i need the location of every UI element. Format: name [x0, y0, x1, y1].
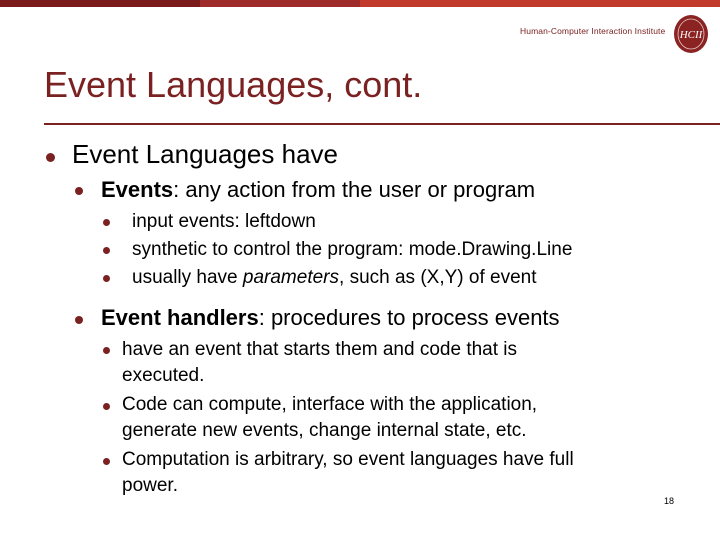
bullet-l1 — [46, 153, 55, 162]
events-line — [101, 177, 535, 203]
bar-segment-mid — [200, 0, 360, 7]
level1-text: Event Languages have — [72, 139, 338, 169]
page-number: 18 — [664, 496, 675, 506]
bar-segment-dark — [0, 0, 200, 7]
handlers-item-1-line1: have an event that starts them and code that is — [122, 339, 518, 360]
bar-segment-light — [360, 0, 720, 7]
handlers-item-3-line1: Computation is arbitrary, so event languages have full — [122, 449, 574, 470]
params-post: , such as (X,Y) of event — [339, 267, 537, 288]
handlers-item-2-line2: generate new events, change internal state, etc. — [122, 420, 527, 441]
handlers-item-3-line2: power. — [122, 475, 178, 496]
bullet-events-2 — [103, 247, 110, 254]
bullet-handlers-1 — [103, 347, 110, 354]
bullet-handlers-3 — [103, 458, 110, 465]
params-em: parameters — [242, 267, 340, 288]
handlers-desc: : procedures to process events — [258, 305, 560, 330]
institute-name: Human-Computer Interaction Institute — [520, 26, 666, 36]
events-term: Events — [101, 177, 174, 202]
events-item-2: synthetic to control the program: mode.Drawing.Line — [132, 239, 573, 260]
events-item-3 — [132, 267, 537, 289]
logo-lettering: HCII — [679, 29, 703, 41]
handlers-term: Event handlers — [101, 305, 259, 330]
bullet-events-1 — [103, 219, 110, 226]
bullet-events — [75, 187, 83, 195]
handlers-line — [101, 305, 560, 331]
bullet-handlers-2 — [103, 403, 110, 410]
title-rule — [44, 123, 720, 125]
handlers-item-1-line2: executed. — [122, 365, 205, 386]
events-desc: : any action from the user or program — [173, 177, 536, 202]
slide-title: Event Languages, cont. — [44, 64, 423, 105]
hcii-logo — [672, 10, 710, 54]
handlers-item-2-line1: Code can compute, interface with the application, — [122, 394, 538, 415]
bullet-handlers — [75, 316, 83, 324]
top-color-bar — [0, 0, 720, 7]
bullet-events-3 — [103, 275, 110, 282]
events-item-1: input events: leftdown — [132, 211, 316, 232]
params-pre: usually have — [132, 267, 243, 288]
